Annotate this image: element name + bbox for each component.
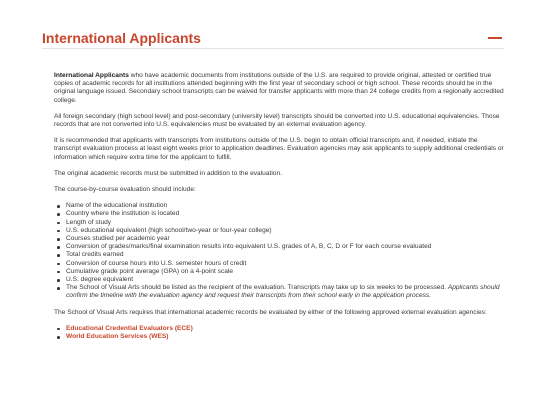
paragraph-originals: The original academic records must be submitted in addition to the evaluation. xyxy=(54,169,282,177)
list-item: Country where the institution is located xyxy=(62,210,506,218)
section-content xyxy=(54,72,506,349)
minus-icon[interactable] xyxy=(488,33,502,43)
recipient-text: The School of Visual Arts should be listed as the recipient of the evaluation. Transcripts may take up to six weeks to be processed. xyxy=(66,284,446,292)
ece-link[interactable]: Educational Credential Evaluators (ECE) xyxy=(66,324,193,332)
agencies-list xyxy=(54,325,506,341)
list-item: Cumulative grade point average (GPA) on a 4-point scale xyxy=(62,268,506,276)
section-title: International Applicants xyxy=(42,30,201,46)
section-header[interactable] xyxy=(42,30,502,46)
wes-link[interactable]: World Education Services (WES) xyxy=(66,333,169,341)
paragraph-conversion: All foreign secondary (high school level) and post-secondary (university level) transcripts should be converted into U.S. educational equivalencies. Those records that are not converted into U.S. equivalencies must be evaluated by an external evaluation agency. xyxy=(54,112,500,129)
paragraph-timeline: It is recommended that applicants with transcripts from institutions outside of the U.S. begin to obtain official transcripts and, if needed, initiate the transcript evaluation process at least eight weeks prior to application deadlines. Evaluation agencies may ask applicants to supply additional credentials or information which require extra time for the applicant to fulfill. xyxy=(54,137,504,161)
list-item xyxy=(62,325,506,333)
intro-lead: International Applicants xyxy=(54,72,129,79)
agencies-intro: The School of Visual Arts requires that international academic records be evaluated by either of the following approved external evaluation agencies: xyxy=(54,308,487,316)
list-item: U.S. degree equivalent xyxy=(62,276,506,284)
intro-text: who have academic documents from institutions outside of the U.S. are required to provide original, attested or certified true copies of academic records for all institutions attended beginning with the first year of secondary school or high school. These records should be in the original language issued. Secondary school transcripts can be waived for transfer applicants with more than 24 college credits from a regionally accredited college. xyxy=(54,72,504,104)
list-item: Total credits earned xyxy=(62,251,506,259)
recipient-note: Applicants should confirm the timeline with the evaluation agency and request their transcripts from their school early in the application process. xyxy=(66,284,500,300)
evaluation-list xyxy=(54,202,506,300)
list-item: Name of the educational institution xyxy=(62,202,506,210)
evaluation-intro: The course-by-course evaluation should include: xyxy=(54,186,196,194)
list-item: Conversion of grades/marks/final examination results into equivalent U.S. grades of A, B, C, D or F for each course evaluated xyxy=(62,243,506,251)
list-item: U.S. educational equivalent (high school/two-year or four-year college) xyxy=(62,227,506,235)
divider xyxy=(42,48,504,49)
list-item xyxy=(62,333,506,341)
list-item: Courses studied per academic year xyxy=(62,235,506,243)
list-item: Length of study xyxy=(62,219,506,227)
list-item: Conversion of course hours into U.S. semester hours of credit xyxy=(62,260,506,268)
list-item xyxy=(62,284,506,300)
intro-paragraph xyxy=(54,72,506,105)
